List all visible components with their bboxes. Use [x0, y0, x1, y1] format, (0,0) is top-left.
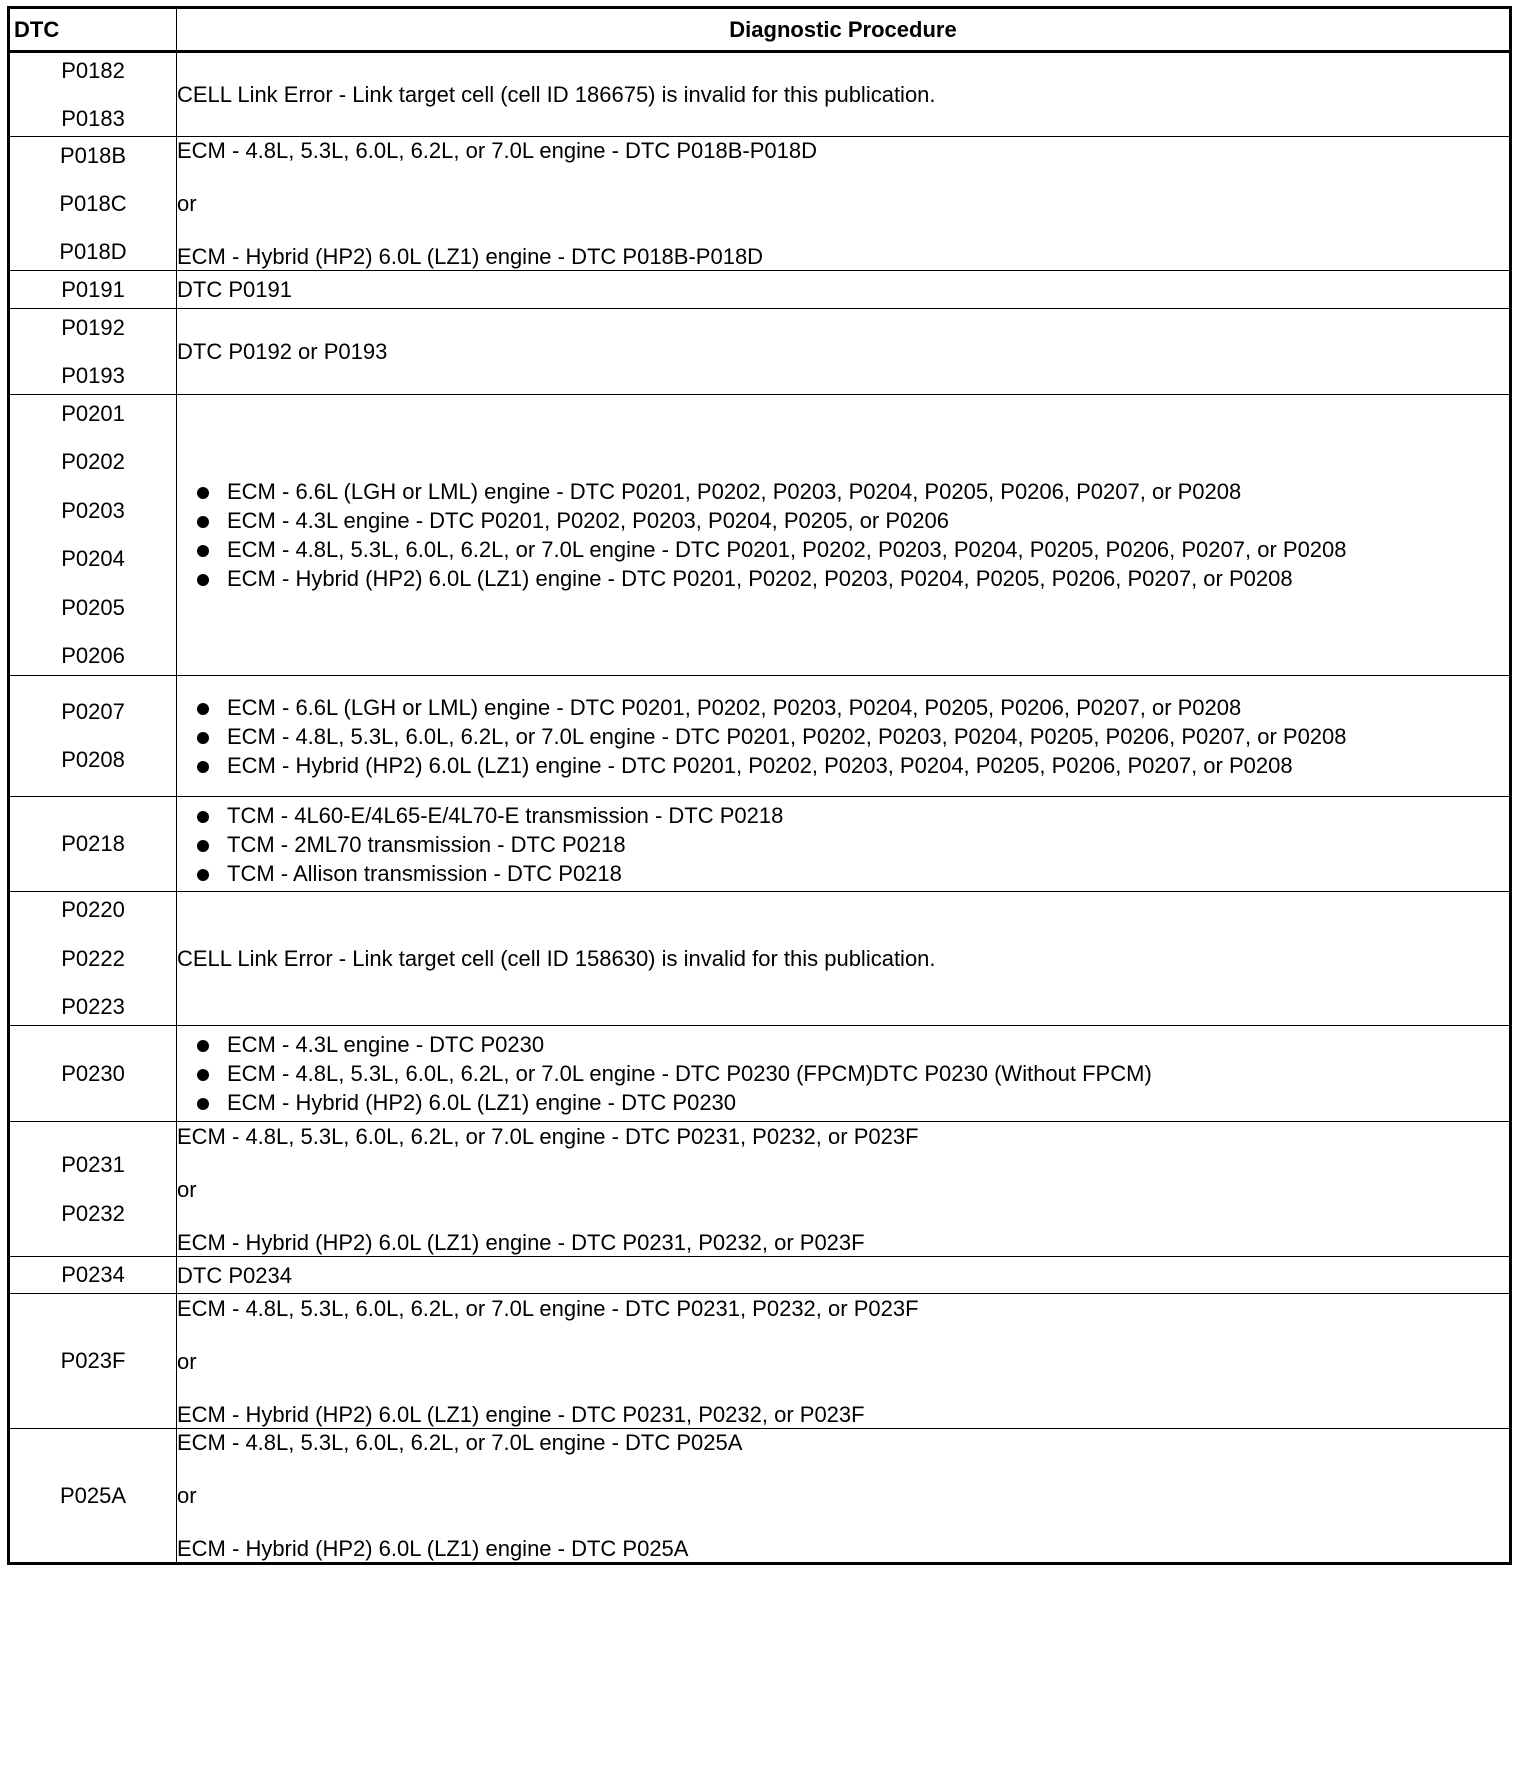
or-separator: or [177, 1176, 197, 1202]
table-row [9, 52, 1511, 137]
procedure-cell [177, 1122, 1511, 1257]
procedure-cell [177, 1429, 1511, 1564]
procedure-list [177, 477, 1509, 593]
procedure-text: ECM - 6.6L (LGH or LML) engine - DTC P0201, P0202, P0203, P0204, P0205, P0206, P0207, or P0208 [227, 694, 1242, 720]
procedure-list-item [177, 477, 1509, 506]
procedure-text: TCM - Allison transmission - DTC P0218 [227, 860, 622, 886]
dtc-code: P0183 [61, 105, 125, 131]
dtc-code: P023F [60, 1348, 126, 1373]
procedure-cell [177, 1294, 1511, 1429]
dtc-cell [9, 1429, 177, 1564]
procedure-text: ECM - 4.8L, 5.3L, 6.0L, 6.2L, or 7.0L engine - DTC P0201, P0202, P0203, P0204, P0205, P0206, P0207, or P0208 [227, 723, 1347, 749]
procedure-list-item [177, 693, 1509, 722]
procedure-cell [177, 892, 1511, 1026]
procedure-text: TCM - 2ML70 transmission - DTC P0218 [227, 831, 626, 857]
table-body [9, 52, 1511, 1564]
procedure-text: ECM - Hybrid (HP2) 6.0L (LZ1) engine - DTC P018B-P018D [177, 244, 764, 269]
table-row [9, 1257, 1511, 1294]
procedure-text: DTC P0192 or P0193 [177, 339, 388, 364]
dtc-code: P0218 [61, 831, 125, 856]
bullet-icon [197, 516, 209, 528]
procedure-text: ECM - Hybrid (HP2) 6.0L (LZ1) engine - DTC P0201, P0202, P0203, P0204, P0205, P0206, P0207, or P0208 [227, 566, 1293, 591]
dtc-code: P0220 [61, 897, 125, 922]
dtc-code: P0230 [61, 1060, 125, 1086]
dtc-code: P018B [59, 142, 127, 168]
procedure-text: DTC P0191 [177, 277, 292, 302]
bullet-icon [197, 840, 209, 852]
bullet-icon [197, 869, 209, 881]
dtc-cell [9, 1122, 177, 1257]
procedure-text: ECM - 4.3L engine - DTC P0201, P0202, P0203, P0204, P0205, or P0206 [227, 508, 949, 533]
or-separator: or [177, 191, 197, 216]
procedure-text: DTC P0234 [177, 1262, 292, 1288]
procedure-cell [177, 797, 1511, 892]
procedure-text: ECM - 4.8L, 5.3L, 6.0L, 6.2L, or 7.0L engine - DTC P0231, P0232, or P023F [177, 1123, 919, 1149]
table-row [9, 1429, 1511, 1564]
procedure-cell [177, 309, 1511, 395]
procedure-text: ECM - 4.3L engine - DTC P0230 [227, 1032, 545, 1057]
bullet-icon [197, 703, 209, 715]
procedure-column-header: Diagnostic Procedure [177, 8, 1511, 52]
table-row [9, 271, 1511, 309]
dtc-code: P0204 [61, 546, 125, 572]
procedure-text: ECM - 4.8L, 5.3L, 6.0L, 6.2L, or 7.0L engine - DTC P0231, P0232, or P023F [177, 1295, 919, 1321]
dtc-cell [9, 52, 177, 137]
bullet-icon [197, 487, 209, 499]
dtc-procedure-table [7, 6, 1512, 1565]
procedure-text: ECM - 4.8L, 5.3L, 6.0L, 6.2L, or 7.0L engine - DTC P025A [177, 1430, 743, 1455]
procedure-list-item [177, 1030, 1509, 1059]
dtc-cell [9, 1294, 177, 1429]
procedure-text: ECM - Hybrid (HP2) 6.0L (LZ1) engine - DTC P0201, P0202, P0203, P0204, P0205, P0206, P0207, or P0208 [227, 752, 1293, 778]
or-separator: or [177, 1483, 197, 1508]
procedure-cell [177, 271, 1511, 309]
procedure-list-item [177, 722, 1509, 751]
dtc-code: P0234 [61, 1262, 125, 1287]
procedure-text: CELL Link Error - Link target cell (cell ID 186675) is invalid for this publication. [177, 82, 936, 107]
dtc-code: P0232 [61, 1200, 125, 1226]
dtc-code: P0207 [61, 699, 125, 724]
procedure-cell [177, 137, 1511, 271]
table-row [9, 1026, 1511, 1122]
dtc-code: P0201 [61, 400, 125, 426]
dtc-code: P0202 [61, 449, 125, 475]
procedure-cell [177, 395, 1511, 676]
dtc-code: P0206 [61, 643, 125, 669]
dtc-code: P0193 [61, 362, 125, 388]
procedure-list-item [177, 1059, 1509, 1088]
bullet-icon [197, 1098, 209, 1110]
procedure-list-item [177, 1088, 1509, 1117]
procedure-text: ECM - 4.8L, 5.3L, 6.0L, 6.2L, or 7.0L engine - DTC P018B-P018D [177, 138, 817, 163]
procedure-list [177, 801, 1509, 888]
dtc-cell [9, 1026, 177, 1122]
dtc-cell [9, 676, 177, 797]
dtc-cell [9, 271, 177, 309]
dtc-column-header: DTC [9, 8, 177, 52]
header-row [9, 8, 1511, 52]
bullet-icon [197, 545, 209, 557]
procedure-cell [177, 52, 1511, 137]
procedure-text: CELL Link Error - Link target cell (cell ID 158630) is invalid for this publication. [177, 946, 936, 971]
dtc-code: P0182 [61, 57, 125, 83]
procedure-text: ECM - Hybrid (HP2) 6.0L (LZ1) engine - DTC P0230 [227, 1090, 737, 1115]
procedure-cell [177, 1257, 1511, 1294]
dtc-code: P018C [59, 190, 127, 216]
procedure-list-item [177, 564, 1509, 593]
procedure-text: TCM - 4L60-E/4L65-E/4L70-E transmission - DTC P0218 [227, 802, 784, 828]
procedure-list-item [177, 535, 1509, 564]
dtc-cell [9, 892, 177, 1026]
procedure-list [177, 1030, 1509, 1117]
procedure-list-item [177, 751, 1509, 780]
procedure-text: ECM - 6.6L (LGH or LML) engine - DTC P0201, P0202, P0203, P0204, P0205, P0206, P0207, or P0208 [227, 479, 1242, 504]
bullet-icon [197, 574, 209, 586]
dtc-code: P0223 [61, 994, 125, 1019]
procedure-list-item [177, 830, 1509, 859]
dtc-cell [9, 1257, 177, 1294]
table-row [9, 137, 1511, 271]
table-row [9, 676, 1511, 797]
dtc-code: P0231 [61, 1151, 125, 1177]
procedure-list-item [177, 859, 1509, 888]
table-row [9, 1294, 1511, 1429]
procedure-cell [177, 1026, 1511, 1122]
dtc-code: P025A [59, 1482, 127, 1508]
procedure-list [177, 693, 1509, 780]
procedure-text: ECM - Hybrid (HP2) 6.0L (LZ1) engine - DTC P0231, P0232, or P023F [177, 1229, 865, 1255]
table-row [9, 309, 1511, 395]
bullet-icon [197, 732, 209, 744]
bullet-icon [197, 761, 209, 773]
procedure-text: ECM - 4.8L, 5.3L, 6.0L, 6.2L, or 7.0L engine - DTC P0230 (FPCM)DTC P0230 (Without FPCM) [227, 1061, 1152, 1086]
dtc-code: P018D [59, 238, 127, 264]
table-row [9, 1122, 1511, 1257]
dtc-code: P0191 [61, 276, 125, 302]
bullet-icon [197, 1040, 209, 1052]
dtc-code: P0203 [61, 497, 125, 523]
dtc-code: P0208 [61, 747, 125, 772]
bullet-icon [197, 811, 209, 823]
dtc-cell [9, 309, 177, 395]
table-row [9, 892, 1511, 1026]
dtc-code: P0192 [61, 314, 125, 340]
dtc-code: P0222 [61, 945, 125, 971]
procedure-text: ECM - Hybrid (HP2) 6.0L (LZ1) engine - DTC P025A [177, 1536, 689, 1561]
bullet-icon [197, 1069, 209, 1081]
dtc-cell [9, 137, 177, 271]
procedure-list-item [177, 801, 1509, 830]
procedure-list-item [177, 506, 1509, 535]
dtc-code: P0205 [61, 594, 125, 620]
dtc-cell [9, 395, 177, 676]
procedure-text: ECM - 4.8L, 5.3L, 6.0L, 6.2L, or 7.0L engine - DTC P0201, P0202, P0203, P0204, P0205, P0206, P0207, or P0208 [227, 537, 1347, 562]
dtc-cell [9, 797, 177, 892]
procedure-text: ECM - Hybrid (HP2) 6.0L (LZ1) engine - DTC P0231, P0232, or P023F [177, 1401, 865, 1427]
table-row [9, 395, 1511, 676]
or-separator: or [177, 1348, 197, 1374]
procedure-cell [177, 676, 1511, 797]
table-row [9, 797, 1511, 892]
